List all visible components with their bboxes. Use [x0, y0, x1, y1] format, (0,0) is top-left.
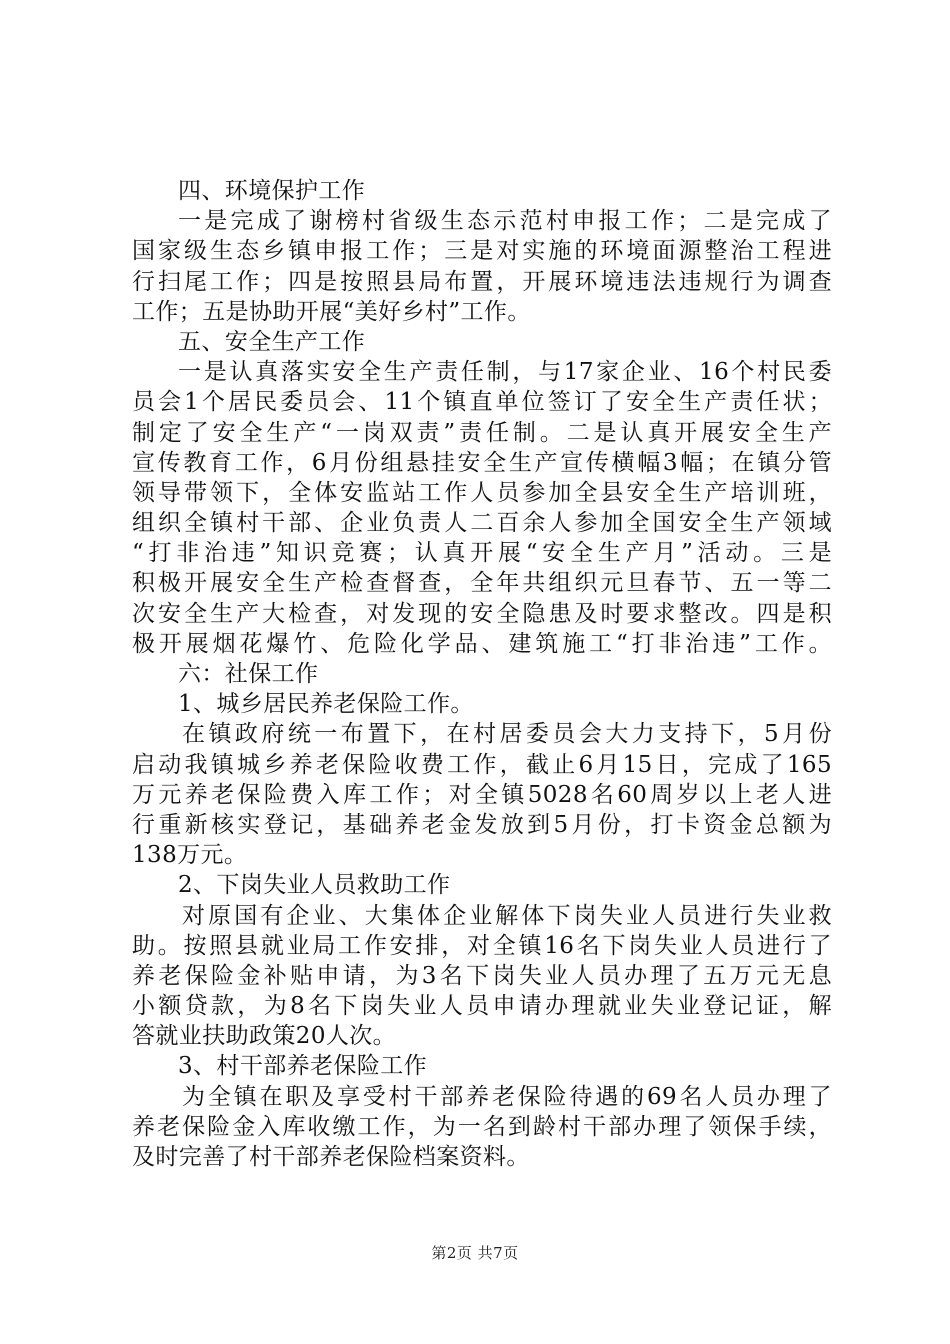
paragraph-line: 一是完成了谢榜村省级生态示范村申报工作；二是完成了: [178, 208, 832, 235]
paragraph-line: 养老保险金补贴申请，为3名下岗失业人员办理了五万元无息: [132, 962, 832, 989]
paragraph-line: “打非治违”知识竞赛；认真开展“安全生产月”活动。三是: [132, 540, 832, 567]
section-heading-environment: 四、环境保护工作: [178, 178, 366, 204]
paragraph-line: 启动我镇城乡养老保险收费工作，截止6月15日，完成了165: [132, 751, 832, 778]
paragraph-line: 极开展烟花爆竹、危险化学品、建筑施工“打非治违”工作。: [132, 630, 832, 657]
paragraph-line: 助。按照县就业局工作安排，对全镇16名下岗失业人员进行了: [132, 932, 832, 959]
paragraph-line: 养老保险金入库收缴工作，为一名到龄村干部办理了领保手续，: [132, 1113, 832, 1140]
paragraph-line: 积极开展安全生产检查督查，全年共组织元旦春节、五一等二: [132, 570, 832, 597]
section-heading-social-security: 六：社保工作: [178, 661, 319, 687]
document-body: [132, 176, 832, 1172]
paragraph-line: 制定了安全生产“一岗双责”责任制。二是认真开展安全生产: [132, 419, 832, 446]
paragraph-line: 答就业扶助政策20人次。: [132, 1023, 397, 1050]
paragraph-line: 对原国有企业、大集体企业解体下岗失业人员进行失业救: [182, 902, 832, 929]
paragraph-line: 领导带领下，全体安监站工作人员参加全县安全生产培训班，: [132, 479, 832, 506]
paragraph-line: 及时完善了村干部养老保险档案资料。: [132, 1144, 530, 1170]
paragraph-line: 宣传教育工作，6月份组悬挂安全生产宣传横幅3幅；在镇分管: [132, 449, 832, 476]
paragraph-line: 一是认真落实安全生产责任制，与17家企业、16个村民委: [178, 359, 832, 386]
paragraph-line: 在镇政府统一布置下，在村居委员会大力支持下，5月份: [182, 721, 832, 748]
paragraph-line: 员会1个居民委员会、11个镇直单位签订了安全生产责任状；: [132, 389, 832, 416]
paragraph-line: 万元养老保险费入库工作；对全镇5028名60周岁以上老人进: [132, 781, 832, 808]
page-number-footer: 第2页 共7页: [431, 1244, 519, 1262]
subsection-heading-unemployed: 2、下岗失业人员救助工作: [178, 872, 451, 899]
paragraph-line: 组织全镇村干部、企业负责人二百余人参加全国安全生产领域: [132, 510, 832, 537]
paragraph-line: 工作；五是协助开展“美好乡村”工作。: [132, 298, 531, 325]
subsection-heading-pension: 1、城乡居民养老保险工作。: [178, 691, 474, 718]
paragraph-line: 国家级生态乡镇申报工作；三是对实施的环境面源整治工程进: [132, 238, 832, 265]
paragraph-line: 次安全生产大检查，对发现的安全隐患及时要求整改。四是积: [132, 600, 832, 627]
paragraph-line: 行扫尾工作；四是按照县局布置，开展环境违法违规行为调查: [132, 268, 832, 295]
subsection-heading-village-cadre: 3、村干部养老保险工作: [178, 1053, 428, 1080]
paragraph-line: 行重新核实登记，基础养老金发放到5月份，打卡资金总额为: [132, 811, 832, 838]
paragraph-line: 138万元。: [132, 842, 248, 869]
paragraph-line: 为全镇在职及享受村干部养老保险待遇的69名人员办理了: [182, 1083, 832, 1110]
section-heading-safety: 五、安全生产工作: [178, 328, 366, 355]
paragraph-line: 小额贷款，为8名下岗失业人员申请办理就业失业登记证，解: [132, 993, 832, 1020]
